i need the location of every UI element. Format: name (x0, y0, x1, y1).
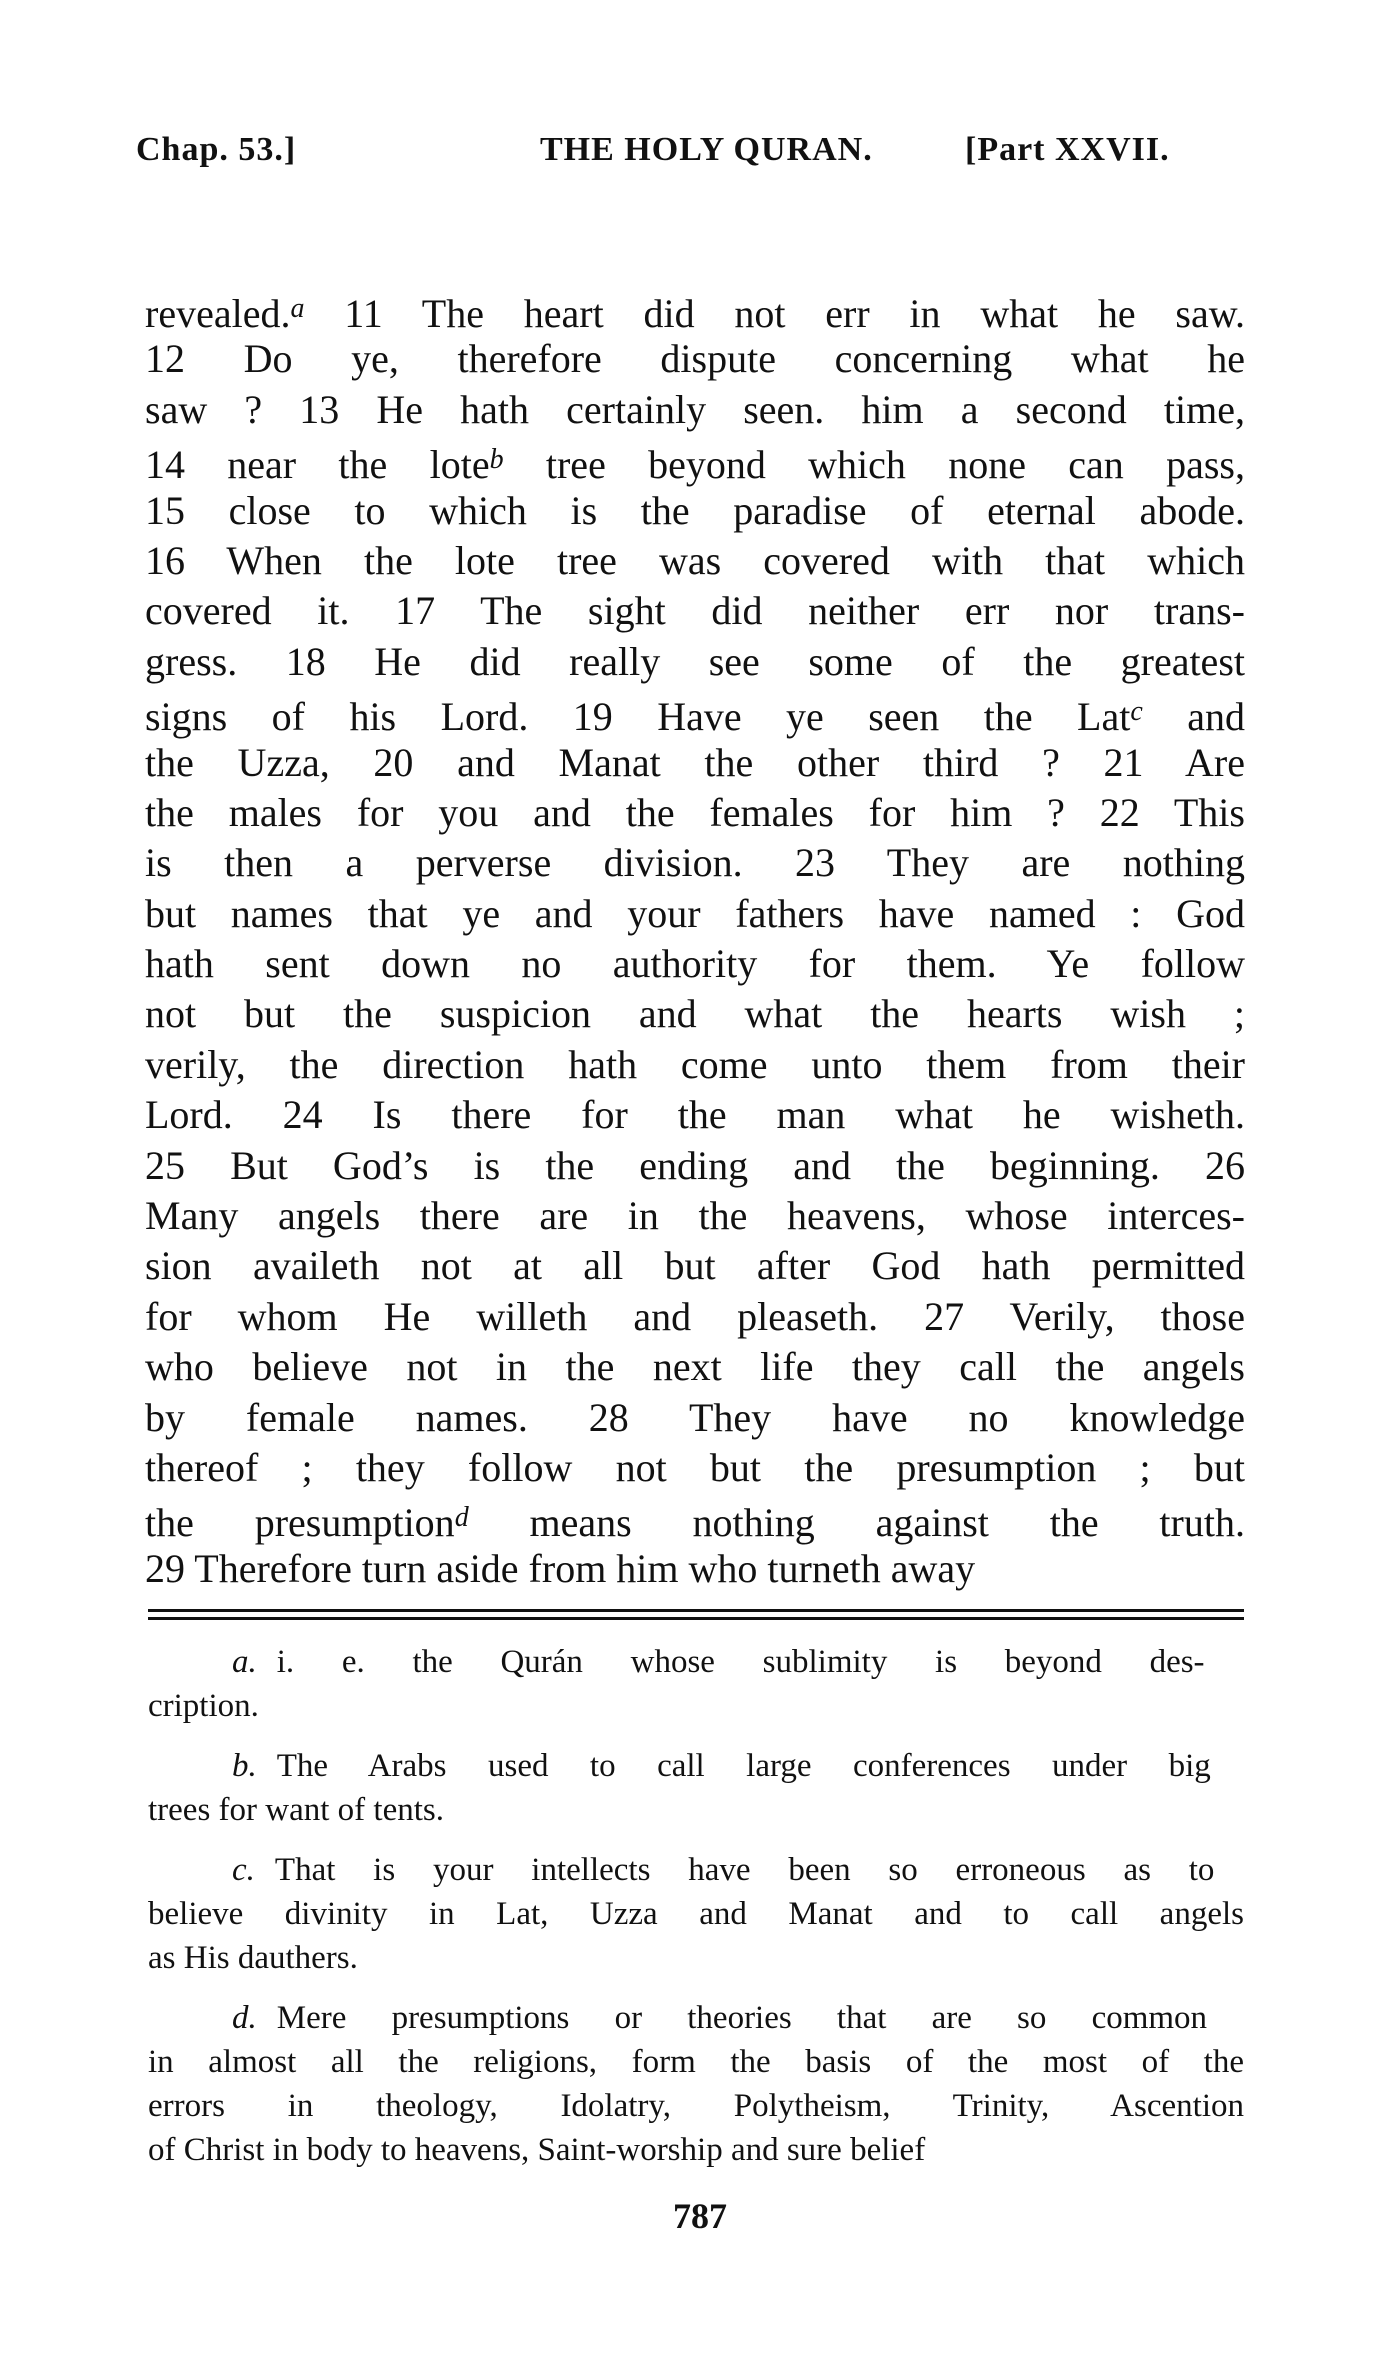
footnote-divider-bottom (148, 1617, 1244, 1620)
text-segment: signs of his Lord. 19 Have ye seen the Lat (145, 694, 1131, 740)
text-line (145, 334, 1245, 384)
footnote-line (148, 1744, 1244, 1788)
footnote-label: d. (232, 2000, 257, 2036)
main-text (145, 284, 1245, 1594)
text-line (145, 486, 1245, 536)
text-segment: but names that ye and your fathers have named : God (145, 890, 1245, 936)
text-segment: the males for you and the females for him ? 22 This (145, 789, 1245, 835)
text-line (145, 738, 1245, 788)
text-segment: verily, the direction hath come unto them from their (145, 1041, 1245, 1087)
footnote (148, 1848, 1244, 1980)
text-line (145, 889, 1245, 939)
footnotes (148, 1640, 1244, 2188)
footnote-line (148, 1848, 1244, 1892)
footnote-line (148, 1936, 1244, 1980)
text-segment: Lord. 24 Is there for the man what he wisheth. (145, 1092, 1245, 1138)
text-line (145, 1544, 1245, 1594)
footnote-label: b. (232, 1748, 257, 1784)
text-segment: 29 Therefore turn aside from him who turneth away (145, 1545, 976, 1591)
text-segment: 14 near the lote (145, 442, 490, 488)
footnote (148, 1744, 1244, 1832)
text-line (145, 1443, 1245, 1493)
text-segment: 25 But God’s is the ending and the beginning. 26 (145, 1142, 1245, 1188)
text-line (145, 637, 1245, 687)
running-head-part: [Part XXVII. (965, 131, 1170, 168)
footnote-line (148, 2084, 1244, 2128)
text-line (145, 1191, 1245, 1241)
text-segment: and (1142, 694, 1245, 740)
footnote-marker[interactable]: b (489, 444, 504, 476)
footnote-text: i. e. the Qurán whose sublimity is beyond des- (276, 1644, 1205, 1680)
footnote-text: believe divinity in Lat, Uzza and Manat and to call angels (148, 1896, 1244, 1932)
text-line (145, 989, 1245, 1039)
text-segment: not but the suspicion and what the hearts wish ; (145, 991, 1245, 1037)
text-line (145, 687, 1245, 740)
page-number: 787 (673, 2196, 727, 2236)
text-line (145, 284, 1245, 334)
footnote-line (148, 1788, 1244, 1832)
text-line (145, 435, 1245, 488)
text-segment: for whom He willeth and pleaseth. 27 Verily, those (145, 1293, 1245, 1339)
text-line (145, 838, 1245, 888)
footnote-line (148, 2128, 1244, 2172)
footnote-text: errors in theology, Idolatry, Polytheism, Trinity, Ascention (148, 2088, 1244, 2124)
text-segment: 12 Do ye, therefore dispute concerning what he (145, 336, 1245, 382)
text-line (145, 1090, 1245, 1140)
text-segment: 15 close to which is the paradise of eternal abode. (145, 487, 1245, 533)
text-line (145, 1342, 1245, 1392)
text-line (145, 536, 1245, 586)
text-segment: tree beyond which none can pass, (503, 442, 1245, 488)
text-line (145, 1241, 1245, 1291)
text-line (145, 586, 1245, 636)
text-segment: by female names. 28 They have no knowledge (145, 1394, 1245, 1440)
text-segment: 11 The heart did not err in what he saw. (304, 291, 1245, 336)
footnote-text: cription. (148, 1688, 259, 1724)
text-segment: gress. 18 He did really see some of the greatest (145, 638, 1245, 684)
footnote-label: a. (232, 1644, 257, 1680)
footnote-text: of Christ in body to heavens, Saint-worship and sure belief (148, 2132, 926, 2168)
text-segment: sion availeth not at all but after God hath permitted (145, 1243, 1245, 1289)
text-segment: Many angels there are in the heavens, whose interces- (145, 1193, 1245, 1239)
text-segment: 16 When the lote tree was covered with that which (145, 537, 1245, 583)
footnote-label: c. (232, 1852, 255, 1888)
footnote-divider-top (148, 1609, 1244, 1612)
text-segment: who believe not in the next life they call the angels (145, 1344, 1245, 1390)
text-line (145, 1141, 1245, 1191)
text-line (145, 385, 1245, 435)
text-line (145, 788, 1245, 838)
text-segment: revealed. (145, 291, 291, 336)
running-head-chapter: Chap. 53.] (136, 131, 297, 168)
text-line (145, 939, 1245, 989)
footnote (148, 1996, 1244, 2172)
text-segment: thereof ; they follow not but the presumption ; but (145, 1444, 1245, 1490)
footnote-line (148, 2040, 1244, 2084)
footnote-marker[interactable]: a (290, 293, 305, 324)
footnote-line (148, 1892, 1244, 1936)
text-segment: saw ? 13 He hath certainly seen. him a second time, (145, 386, 1245, 432)
footnote-text: Mere presumptions or theories that are so common (276, 2000, 1208, 2036)
text-segment: the Uzza, 20 and Manat the other third ? 21 Are (145, 739, 1245, 785)
text-segment: hath sent down no authority for them. Ye follow (145, 941, 1245, 987)
text-line (145, 1040, 1245, 1090)
text-line (145, 1393, 1245, 1443)
text-line (145, 1292, 1245, 1342)
footnote-line (148, 1684, 1244, 1728)
text-segment: covered it. 17 The sight did neither err nor trans- (145, 588, 1245, 634)
footnote-text: That is your intellects have been so erroneous as to (274, 1852, 1215, 1888)
running-head-title: THE HOLY QURAN. (540, 131, 873, 168)
footnote-text: trees for want of tents. (148, 1792, 444, 1828)
text-segment: the presumption (145, 1500, 455, 1546)
text-line (145, 1493, 1245, 1546)
footnote-line (148, 1996, 1244, 2040)
footnote-marker[interactable]: d (454, 1502, 469, 1534)
text-segment: means nothing against the truth. (468, 1500, 1245, 1546)
text-segment: is then a perverse division. 23 They are nothing (145, 840, 1245, 886)
footnote-marker[interactable]: c (1130, 696, 1143, 728)
footnote-line (148, 1640, 1244, 1684)
footnote (148, 1640, 1244, 1728)
footnote-text: as His dauthers. (148, 1940, 358, 1976)
footnote-text: The Arabs used to call large conferences under big (276, 1748, 1211, 1784)
footnote-text: in almost all the religions, form the basis of the most of the (148, 2044, 1244, 2080)
